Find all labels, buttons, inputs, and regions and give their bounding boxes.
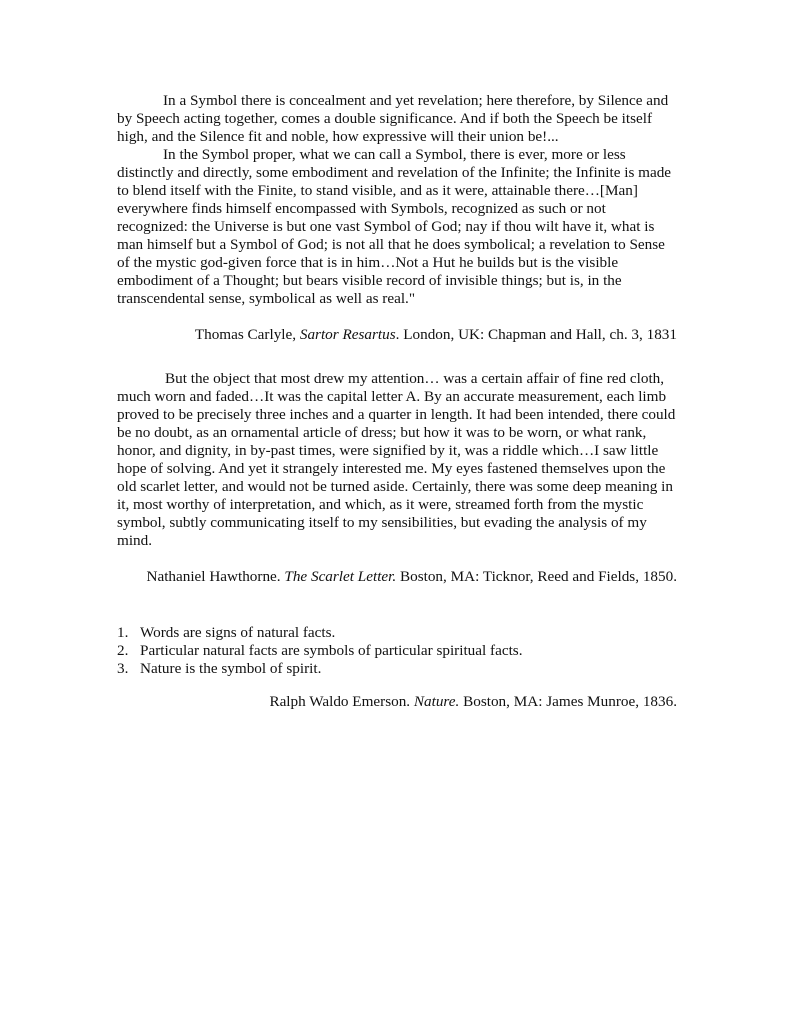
list-item-number: 2.: [117, 642, 129, 659]
citation-title: Sartor Resartus: [299, 326, 396, 343]
emerson-list: [117, 624, 677, 678]
list-item-text: Words are signs of natural facts.: [140, 624, 336, 641]
citation-title: Nature.: [413, 693, 460, 710]
list-item: [117, 624, 677, 642]
carlyle-paragraph-2: In the Symbol proper, what we can call a Symbol, there is ever, more or less distinctly and directly, some embodiment and revelation of the Infinite; the Infinite is made to blend itself with the Finite, to stand visible, and as it were, attainable there…[Man] everywhere finds himself encompassed with Symbols, recognized as such or not recognized: the Universe is but one vast Symbol of God; nay if thou wilt have it, what is man himself but a Symbol of God; is not all that he does symbolical; a revelation to Sense of the mystic god-given force that is in him…Not a Hut he builds but is the visible embodiment of a Thought; but bears visible record of invisible things; but is, in the transcendental sense, symbolical as well as real.": [117, 146, 672, 307]
carlyle-paragraph-1: In a Symbol there is concealment and yet revelation; here therefore, by Silence and by Speech acting together, comes a double significance. And if both the Speech be itself high, and the Silence fit and noble, how expressive will their union be!...: [117, 92, 669, 145]
citation-publication: Boston, MA: James Munroe, 1836.: [459, 693, 677, 710]
citation-publication: . London, UK: Chapman and Hall, ch. 3, 1831: [395, 326, 677, 343]
emerson-citation: [117, 693, 677, 711]
list-item-number: 3.: [117, 660, 129, 677]
hawthorne-citation: [117, 568, 677, 586]
list-item-text: Nature is the symbol of spirit.: [140, 660, 322, 677]
carlyle-citation: [117, 326, 677, 344]
document-page: [117, 92, 677, 711]
list-item: [117, 642, 677, 660]
list-item-text: Particular natural facts are symbols of particular spiritual facts.: [140, 642, 523, 659]
list-item-number: 1.: [117, 624, 129, 641]
citation-publication: Boston, MA: Ticknor, Reed and Fields, 1850.: [396, 568, 677, 585]
citation-author: Ralph Waldo Emerson.: [269, 693, 414, 710]
citation-title: The Scarlet Letter.: [284, 568, 397, 585]
citation-author: Nathaniel Hawthorne.: [146, 568, 285, 585]
list-item: [117, 660, 677, 678]
hawthorne-paragraph: But the object that most drew my attention… was a certain affair of fine red cloth, much worn and faded…It was the capital letter A. By an accurate measurement, each limb proved to be precisely three inches and a quarter in length. It had been intended, there could be no doubt, as an ornamental article of dress; but how it was to be worn, or what rank, honor, and dignity, in by-past times, were signified by it, was a riddle which…I saw little hope of solving. And yet it strangely interested me. My eyes fastened themselves upon the old scarlet letter, and would not be turned aside. Certainly, there was some deep meaning in it, most worthy of interpretation, and which, as it were, streamed forth from the mystic symbol, subtly communicating itself to my sensibilities, but evading the analysis of my mind.: [117, 370, 676, 549]
citation-author: Thomas Carlyle,: [194, 326, 300, 343]
